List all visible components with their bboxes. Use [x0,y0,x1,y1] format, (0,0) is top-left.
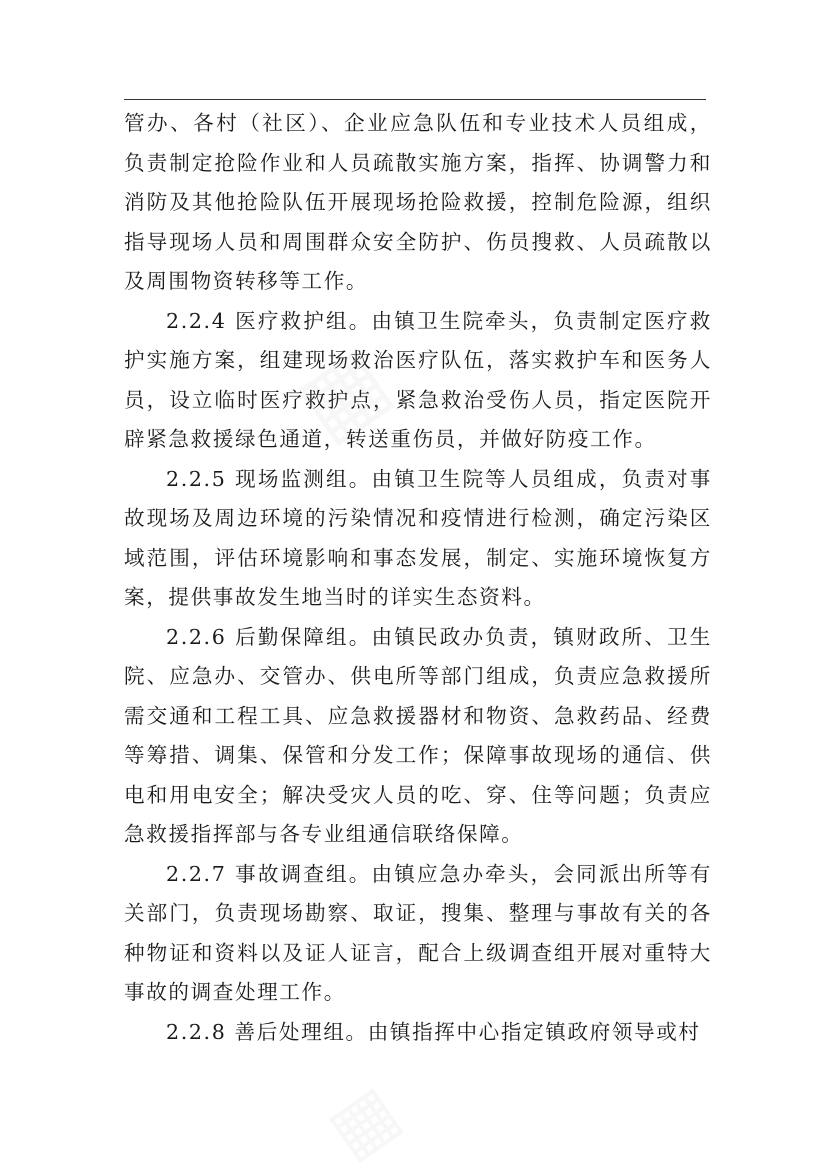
watermark-shape: ▦ [312,1068,414,1174]
document-body [124,104,712,1052]
paragraph-accident-investigation-group: 2.2.7 事故调查组。由镇应急办牵头，会同派出所等有关部门，负责现场勘察、取证，搜集、整理与事故有关的各种物证和资料以及证人证言，配合上级调查组开展对重特大事故的调查处理工作。 [124,861,712,1004]
paragraph-aftermath-handling-group: 2.2.8 善后处理组。由镇指挥中心指定镇政府领导或村 [166,1019,701,1044]
paragraph-logistics-support-group: 2.2.6 后勤保障组。由镇民政办负责，镇财政所、卫生院、应急办、交管办、供电所等部门组成，负责应急救援所需交通和工程工具、应急救援器材和物资、急救药品、经费等筹措、调集、保管和分发工作；保障事故现场的通信、供电和用电安全；解决受灾人员的吃、穿、住等问题；负责应急救援指挥部与各专业组通信联络保障。 [124,624,712,846]
header-rule [124,99,706,100]
paragraph-continuation: 管办、各村（社区）、企业应急队伍和专业技术人员组成，负责制定抢险作业和人员疏散实施方案，指挥、协调警力和消防及其他抢险队伍开展现场抢险救援，控制危险源，组织指导现场人员和周围群众安全防护、伤员搜救、人员疏散以及周围物资转移等工作。 [124,111,712,293]
paragraph-medical-rescue-group: 2.2.4 医疗救护组。由镇卫生院牵头，负责制定医疗救护实施方案，组建现场救治医疗队伍，落实救护车和医务人员，设立临时医疗救护点，紧急救治受伤人员，指定医院开辟紧急救援绿色通道，转送重伤员，并做好防疫工作。 [124,308,712,451]
watermark-shape: ▦ [277,325,408,460]
paragraph-site-monitoring-group: 2.2.5 现场监测组。由镇卫生院等人员组成，负责对事故现场及周边环境的污染情况和疫情进行检测，确定污染区域范围，评估环境影响和事态发展，制定、实施环境恢复方案，提供事故发生地当时的详实生态资料。 [124,466,712,609]
